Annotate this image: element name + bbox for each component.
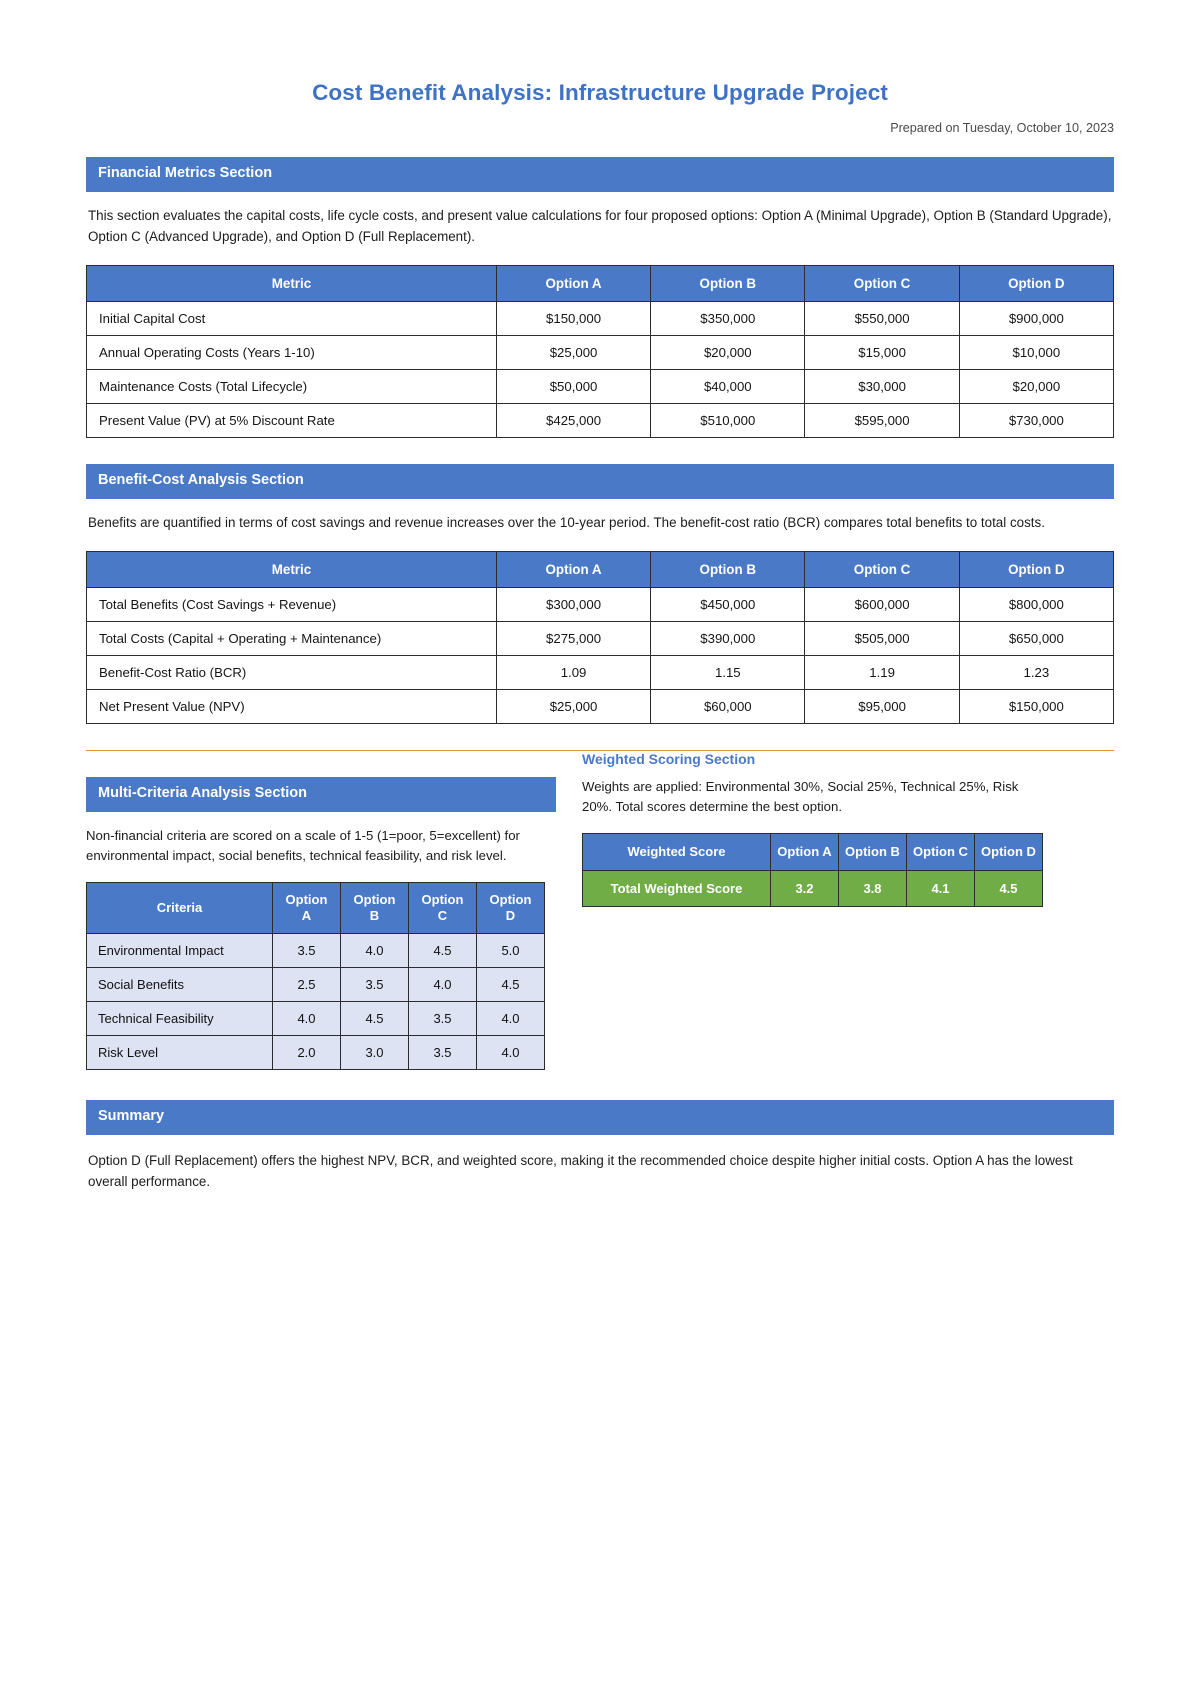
cell-option-c: $550,000	[805, 301, 959, 335]
column-header-option-b: Option B	[651, 552, 805, 588]
cell-option-d: $10,000	[959, 335, 1113, 369]
cell-option-a: $25,000	[496, 335, 650, 369]
table-header-row	[87, 265, 1114, 301]
column-header-metric: Metric	[87, 552, 497, 588]
weighted-scoring-section-header: Weighted Scoring Section	[582, 751, 756, 768]
cell-option-b: 3.0	[341, 1036, 409, 1070]
cell-option-d: $900,000	[959, 301, 1113, 335]
row-label: Net Present Value (NPV)	[87, 690, 497, 724]
row-label: Technical Feasibility	[87, 1002, 273, 1036]
benefit-cost-description: Benefits are quantified in terms of cost savings and revenue increases over the 10-year period. The benefit-cost ratio (BCR) compares total benefits to total costs.	[88, 514, 1045, 530]
cell-option-a: $275,000	[496, 622, 650, 656]
cell-option-b: 1.15	[651, 656, 805, 690]
table-row	[87, 968, 545, 1002]
row-label: Total Benefits (Cost Savings + Revenue)	[87, 588, 497, 622]
column-header-option-b: Option B	[651, 265, 805, 301]
cell-option-c: $30,000	[805, 369, 959, 403]
cell-option-d: $800,000	[959, 588, 1113, 622]
table-row	[583, 871, 1043, 907]
row-label: Maintenance Costs (Total Lifecycle)	[87, 369, 497, 403]
cell-option-b: $20,000	[651, 335, 805, 369]
cell-option-c: $95,000	[805, 690, 959, 724]
cell-option-c: $600,000	[805, 588, 959, 622]
cell-option-a: 1.09	[496, 656, 650, 690]
table-row	[87, 1002, 545, 1036]
column-header-metric: Metric	[87, 265, 497, 301]
column-header-option-d: Option D	[975, 833, 1043, 870]
benefit-cost-section-header: Benefit-Cost Analysis Section	[86, 464, 1114, 499]
cell-option-c: 4.1	[907, 871, 975, 907]
financial-metrics-description: This section evaluates the capital costs, life cycle costs, and present value calculations for four proposed options: Option A (Minimal Upgrade), Option B (Standard Upgrade), Option C (Advanced Upgrade), and Option D (Full Replacement).	[88, 208, 1112, 244]
table-header-row	[583, 833, 1043, 870]
cell-option-d: $150,000	[959, 690, 1113, 724]
row-label: Initial Capital Cost	[87, 301, 497, 335]
page-title: Cost Benefit Analysis: Infrastructure Upgrade Project	[312, 80, 888, 105]
column-header-weighted-score: Weighted Score	[583, 833, 771, 870]
weighted-scoring-column	[582, 751, 1052, 907]
cell-option-b: $60,000	[651, 690, 805, 724]
table-header-row	[87, 882, 545, 934]
cell-option-a: $425,000	[496, 403, 650, 437]
cell-option-a: $25,000	[496, 690, 650, 724]
column-header-option-a: Option A	[496, 265, 650, 301]
multi-criteria-section-header: Multi-Criteria Analysis Section	[86, 777, 556, 812]
cell-option-a: $300,000	[496, 588, 650, 622]
cell-option-b: $390,000	[651, 622, 805, 656]
column-header-criteria: Criteria	[87, 882, 273, 934]
cell-option-d: 4.0	[477, 1002, 545, 1036]
table-row	[87, 403, 1114, 437]
financial-metrics-section-header: Financial Metrics Section	[86, 157, 1114, 192]
cell-option-c: 1.19	[805, 656, 959, 690]
summary-section-header: Summary	[86, 1100, 1114, 1135]
cell-option-b: 3.8	[839, 871, 907, 907]
column-header-option-a: Option A	[496, 552, 650, 588]
row-label: Environmental Impact	[87, 934, 273, 968]
cell-option-c: $15,000	[805, 335, 959, 369]
cell-option-b: $350,000	[651, 301, 805, 335]
cell-option-a: 2.0	[273, 1036, 341, 1070]
cell-option-c: $595,000	[805, 403, 959, 437]
column-header-option-a: Option A	[273, 882, 341, 934]
cell-option-b: 4.0	[341, 934, 409, 968]
cell-option-d: 4.0	[477, 1036, 545, 1070]
cell-option-b: $40,000	[651, 369, 805, 403]
multi-criteria-column	[86, 777, 556, 1070]
table-row	[87, 1036, 545, 1070]
cell-option-c: $505,000	[805, 622, 959, 656]
column-header-option-c: Option C	[409, 882, 477, 934]
cell-option-d: $20,000	[959, 369, 1113, 403]
cell-option-c: 4.5	[409, 934, 477, 968]
financial-metrics-table	[86, 265, 1114, 438]
table-row	[87, 335, 1114, 369]
table-row	[87, 622, 1114, 656]
cell-option-a: 2.5	[273, 968, 341, 1002]
row-label: Risk Level	[87, 1036, 273, 1070]
cell-option-b: $450,000	[651, 588, 805, 622]
cell-option-d: 5.0	[477, 934, 545, 968]
cell-option-d: 4.5	[477, 968, 545, 1002]
row-label: Benefit-Cost Ratio (BCR)	[87, 656, 497, 690]
table-header-row	[87, 552, 1114, 588]
benefit-cost-table	[86, 551, 1114, 724]
column-header-option-c: Option C	[805, 552, 959, 588]
row-label: Annual Operating Costs (Years 1-10)	[87, 335, 497, 369]
cell-option-a: 4.0	[273, 1002, 341, 1036]
cell-option-d: 4.5	[975, 871, 1043, 907]
cell-option-b: $510,000	[651, 403, 805, 437]
multi-criteria-description: Non-financial criteria are scored on a scale of 1-5 (1=poor, 5=excellent) for environmental impact, social benefits, technical feasibility, and risk level.	[86, 828, 520, 863]
table-row	[87, 656, 1114, 690]
table-row	[87, 369, 1114, 403]
summary-description: Option D (Full Replacement) offers the highest NPV, BCR, and weighted score, making it the recommended choice despite higher initial costs. Option A has the lowest overall performance.	[88, 1153, 1073, 1189]
weighted-scoring-description: Weights are applied: Environmental 30%, Social 25%, Technical 25%, Risk 20%. Total scores determine the best option.	[582, 779, 1019, 815]
table-row	[87, 301, 1114, 335]
column-header-option-c: Option C	[805, 265, 959, 301]
cell-option-d: $650,000	[959, 622, 1113, 656]
column-header-option-b: Option B	[341, 882, 409, 934]
cell-option-b: 4.5	[341, 1002, 409, 1036]
weighted-scoring-table	[582, 833, 1043, 907]
cell-option-a: 3.2	[771, 871, 839, 907]
two-column-area	[86, 751, 1114, 1070]
cell-option-c: 3.5	[409, 1002, 477, 1036]
cell-option-c: 3.5	[409, 1036, 477, 1070]
row-label: Total Costs (Capital + Operating + Maintenance)	[87, 622, 497, 656]
multi-criteria-table	[86, 882, 545, 1071]
cell-option-b: 3.5	[341, 968, 409, 1002]
cell-option-a: 3.5	[273, 934, 341, 968]
column-header-option-d: Option D	[959, 552, 1113, 588]
cell-option-a: $150,000	[496, 301, 650, 335]
table-row	[87, 588, 1114, 622]
row-label: Social Benefits	[87, 968, 273, 1002]
cell-option-d: 1.23	[959, 656, 1113, 690]
table-row	[87, 934, 545, 968]
column-header-option-c: Option C	[907, 833, 975, 870]
row-label: Total Weighted Score	[583, 871, 771, 907]
column-header-option-d: Option D	[477, 882, 545, 934]
column-header-option-b: Option B	[839, 833, 907, 870]
row-label: Present Value (PV) at 5% Discount Rate	[87, 403, 497, 437]
column-header-option-a: Option A	[771, 833, 839, 870]
cell-option-d: $730,000	[959, 403, 1113, 437]
prepared-on-date: Prepared on Tuesday, October 10, 2023	[890, 121, 1114, 136]
summary-block	[86, 1100, 1114, 1192]
cell-option-c: 4.0	[409, 968, 477, 1002]
table-row	[87, 690, 1114, 724]
column-header-option-d: Option D	[959, 265, 1113, 301]
cell-option-a: $50,000	[496, 369, 650, 403]
